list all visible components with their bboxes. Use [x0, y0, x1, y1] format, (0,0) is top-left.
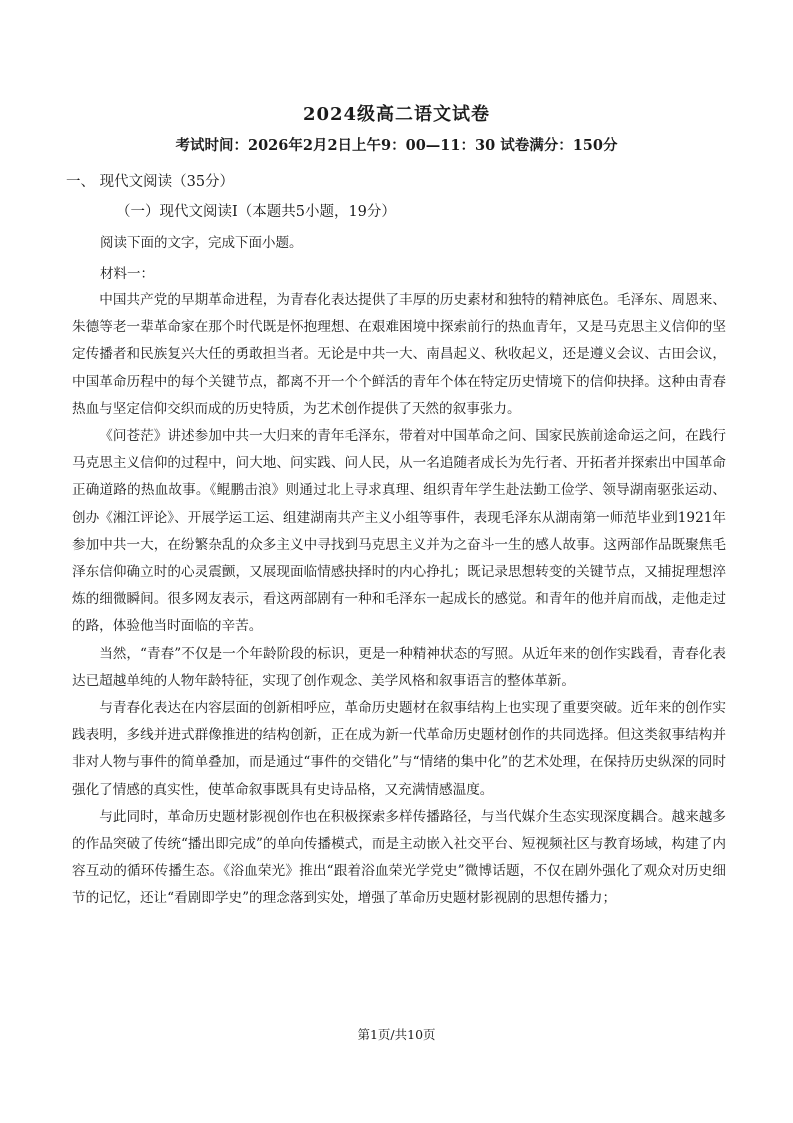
passage-body: [72, 287, 726, 913]
paragraph: 当然，“青春”不仅是一个年龄阶段的标识，更是一种精神状态的写照。从近年来的创作实践看，青春化表达已超越单纯的人物年龄特征，实现了创作观念、美学风格和叙事语言的整体革新。: [72, 645, 726, 689]
paragraph: 中国共产党的早期革命进程，为青春化表达提供了丰厚的历史素材和独特的精神底色。毛泽东、周恩来、朱德等老一辈革命家在那个时代既是怀抱理想、在艰难困境中探索前行的热血青年，又是马克思主义信仰的坚定传播者和民族复兴大任的勇敢担当者。无论是中共一大、南昌起义、秋收起义，还是遵义会议、古田会议，中国革命历程中的每个关键节点，都离不开一个个鲜活的青年个体在特定历史情境下的信仰抉择。这种由青春热血与坚定信仰交织而成的历史特质，为艺术创作提供了天然的叙事张力。: [72, 292, 726, 417]
exam-title: 2024级高二语文试卷: [302, 104, 491, 125]
paragraph: 与青春化表达在内容层面的创新相呼应，革命历史题材在叙事结构上也实现了重要突破。近年来的创作实践表明，多线并进式群像推进的结构创新，正在成为新一代革命历史题材创作的共同选择。但这类叙事结构并非对人物与事件的简单叠加，而是通过“事件的交错化”与“情绪的集中化”的艺术处理，在保持历史纵深的同时强化了情感的真实性，使革命叙事既具有史诗品格，又充满情感温度。: [72, 700, 726, 798]
material-label: 材料一：: [100, 266, 154, 282]
subsection-heading: （一）现代文阅读Ⅰ（本题共5小题，19分）: [116, 204, 396, 220]
paragraph: 与此同时，革命历史题材影视创作也在积极探索多样传播路径，与当代媒介生态实现深度耦合。越来越多的作品突破了传统“播出即完成”的单向传播模式，而是主动嵌入社交平台、短视频社区与教育场域，构建了内容互动的循环传播生态。《浴血荣光》推出“跟着浴血荣光学党史”微博话题，不仅在剧外强化了观众对历史细节的记忆，还让“看剧即学史”的理念落到实处，增强了革命历史题材影视剧的思想传播力；: [72, 808, 726, 907]
reading-instruction: 阅读下面的文字，完成下面小题。: [100, 235, 303, 251]
exam-info: 考试时间：2026年2月2日上午9：00—11：30 试卷满分：150分: [175, 137, 618, 154]
section-heading: 一、 现代文阅读（35分）: [66, 174, 235, 190]
paragraph: 《问苍茫》讲述参加中共一大归来的青年毛泽东，带着对中国革命之问、国家民族前途命运之问，在践行马克思主义信仰的过程中，问大地、问实践、问人民，从一名追随者成长为先行者、开拓者并探索出中国革命正确道路的热血故事。《鲲鹏击浪》则通过北上寻求真理、组织青年学生赴法勤工俭学、领导湖南驱张运动、创办《湘江评论》、开展学运工运、组建湖南共产主义小组等事件，表现毛泽东从湖南第一师范毕业到1921年参加中共一大，在纷繁杂乱的众多主义中寻找到马克思主义并为之奋斗一生的感人故事。这两部作品既聚焦毛泽东信仰确立时的心灵震颤，又展现面临情感抉择时的内心挣扎；既记录思想转变的关键节点，又捕捉理想淬炼的细微瞬间。很多网友表示，看这两部剧有一种和毛泽东一起成长的感觉。和青年的他并肩而战，走他走过的路，体验他当时面临的辛苦。: [72, 428, 726, 635]
page-number: 第1页/共10页: [357, 1027, 436, 1042]
